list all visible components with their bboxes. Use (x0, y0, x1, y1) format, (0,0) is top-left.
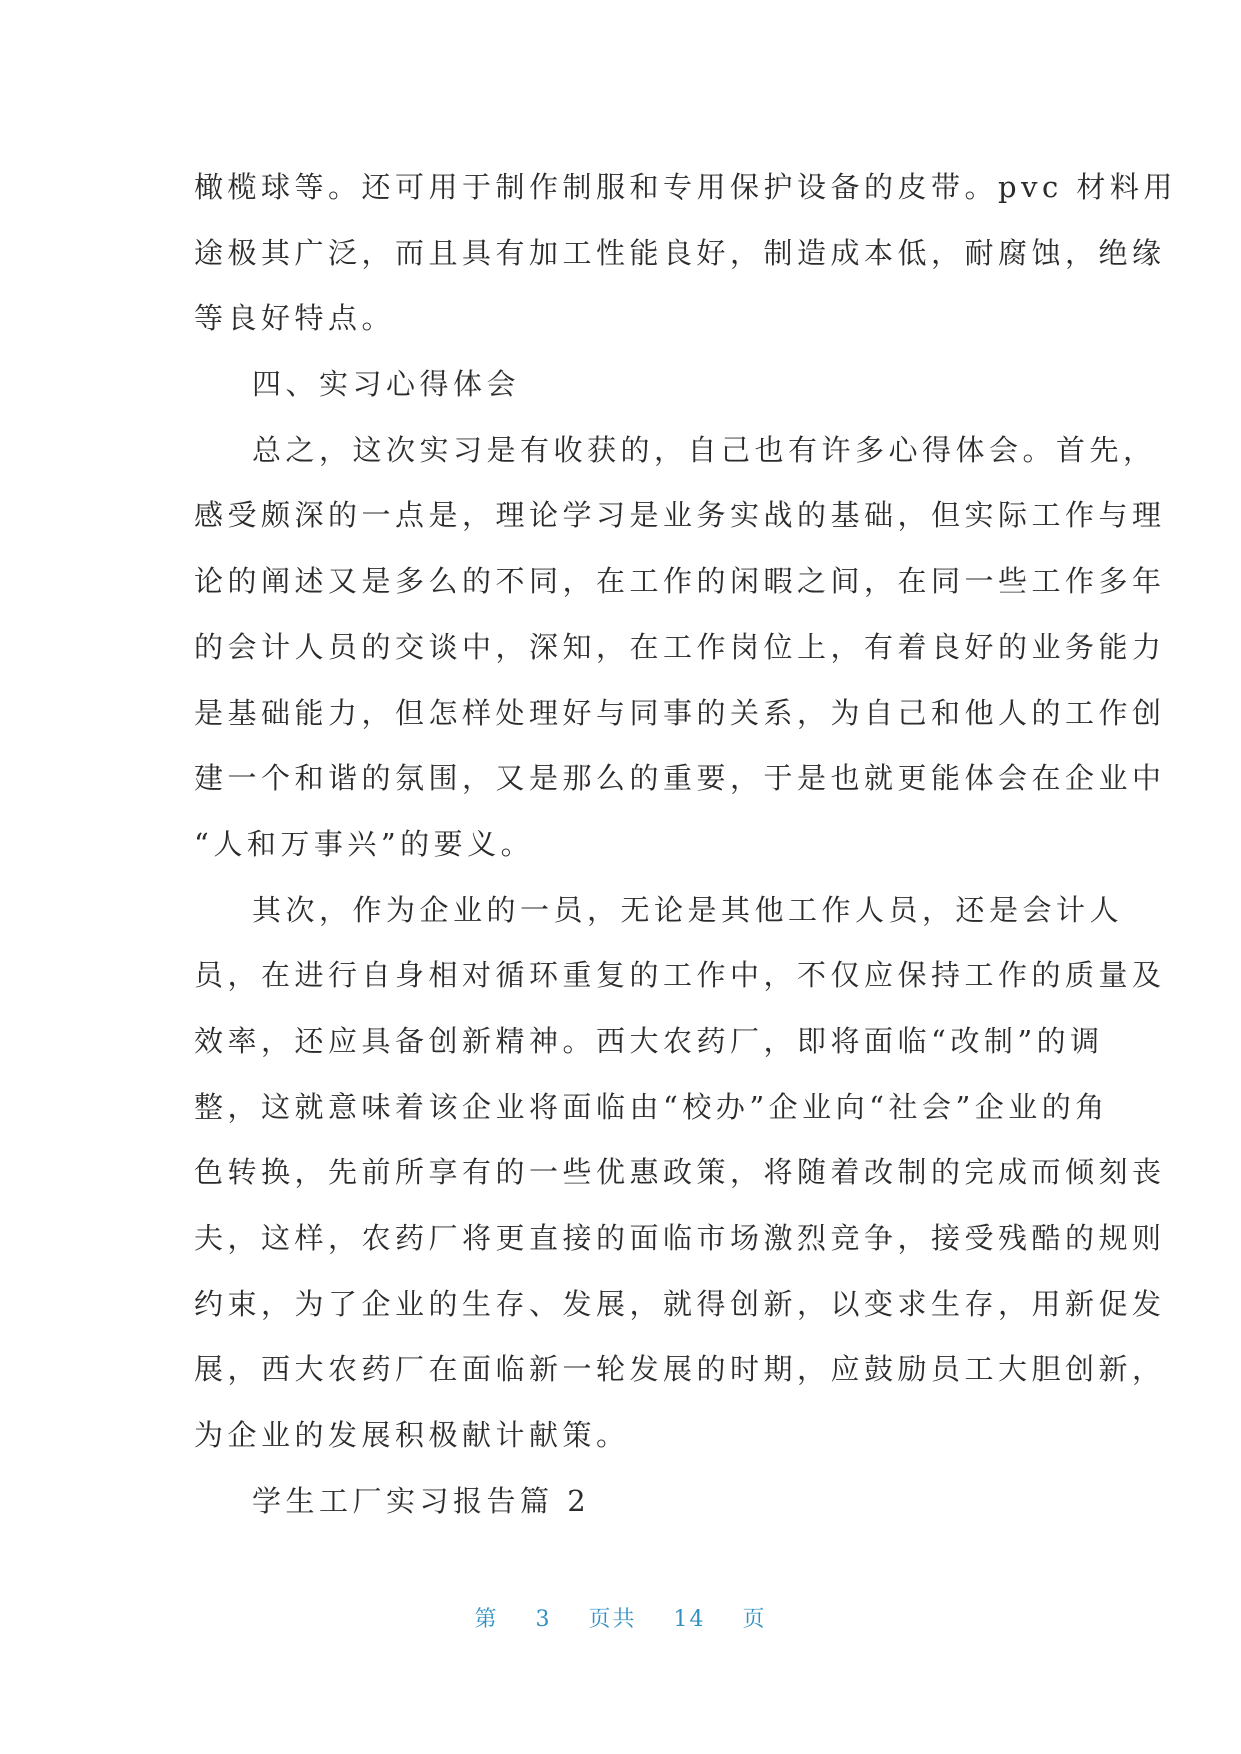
text-line: 途极其广泛，而且具有加工性能良好，制造成本低，耐腐蚀，绝缘 (194, 235, 1166, 270)
text-line: 是基础能力，但怎样处理好与同事的关系，为自己和他人的工作创 (194, 695, 1166, 730)
current-page-number: 3 (535, 1607, 552, 1632)
text-line: 橄榄球等。还可用于制作制服和专用保护设备的皮带。pvc 材料用 (194, 170, 1177, 204)
document-body (194, 155, 1177, 1534)
text-line: 建一个和谐的氛围，又是那么的重要，于是也就更能体会在企业中 (194, 761, 1166, 796)
total-pages-number: 14 (673, 1607, 706, 1632)
text-line: 为企业的发展积极献计献策。 (194, 1418, 630, 1453)
section-heading: 学生工厂实习报告篇 2 (252, 1483, 591, 1518)
footer-suffix: 页 (742, 1607, 767, 1632)
footer-middle: 页共 (588, 1607, 637, 1632)
text-line: 论的阐述又是多么的不同，在工作的闲暇之间，在同一些工作多年 (194, 564, 1166, 599)
footer-prefix: 第 (474, 1607, 499, 1632)
text-line: 约束，为了企业的生存、发展，就得创新，以变求生存，用新促发 (194, 1286, 1166, 1321)
text-line: 其次，作为企业的一员，无论是其他工作人员，还是会计人 (252, 892, 1124, 927)
text-line: 展，西大农药厂在面临新一轮发展的时期，应鼓励员工大胆创新， (194, 1352, 1166, 1387)
section-heading: 四、实习心得体会 (252, 367, 521, 402)
text-line: 员，在进行自身相对循环重复的工作中，不仅应保持工作的质量及 (194, 958, 1166, 993)
text-line: 的会计人员的交谈中，深知，在工作岗位上，有着良好的业务能力 (194, 629, 1166, 664)
text-line: 夫，这样，农药厂将更直接的面临市场激烈竞争，接受残酷的规则 (194, 1221, 1166, 1255)
text-line: 整，这就意味着该企业将面临由“校办”企业向“社会”企业的角 (194, 1089, 1109, 1124)
text-line: 效率，还应具备创新精神。西大农药厂，即将面临“改制”的调 (194, 1023, 1104, 1058)
text-line: 色转换，先前所享有的一些优惠政策，将随着改制的完成而倾刻丧 (194, 1155, 1166, 1190)
text-line: 等良好特点。 (194, 301, 396, 336)
text-line: “人和万事兴”的要义。 (194, 826, 535, 861)
text-line: 总之，这次实习是有收获的，自己也有许多心得体会。首先， (252, 432, 1157, 467)
text-line: 感受颇深的一点是，理论学习是业务实战的基础，但实际工作与理 (194, 498, 1166, 533)
page-footer (0, 1602, 1241, 1633)
